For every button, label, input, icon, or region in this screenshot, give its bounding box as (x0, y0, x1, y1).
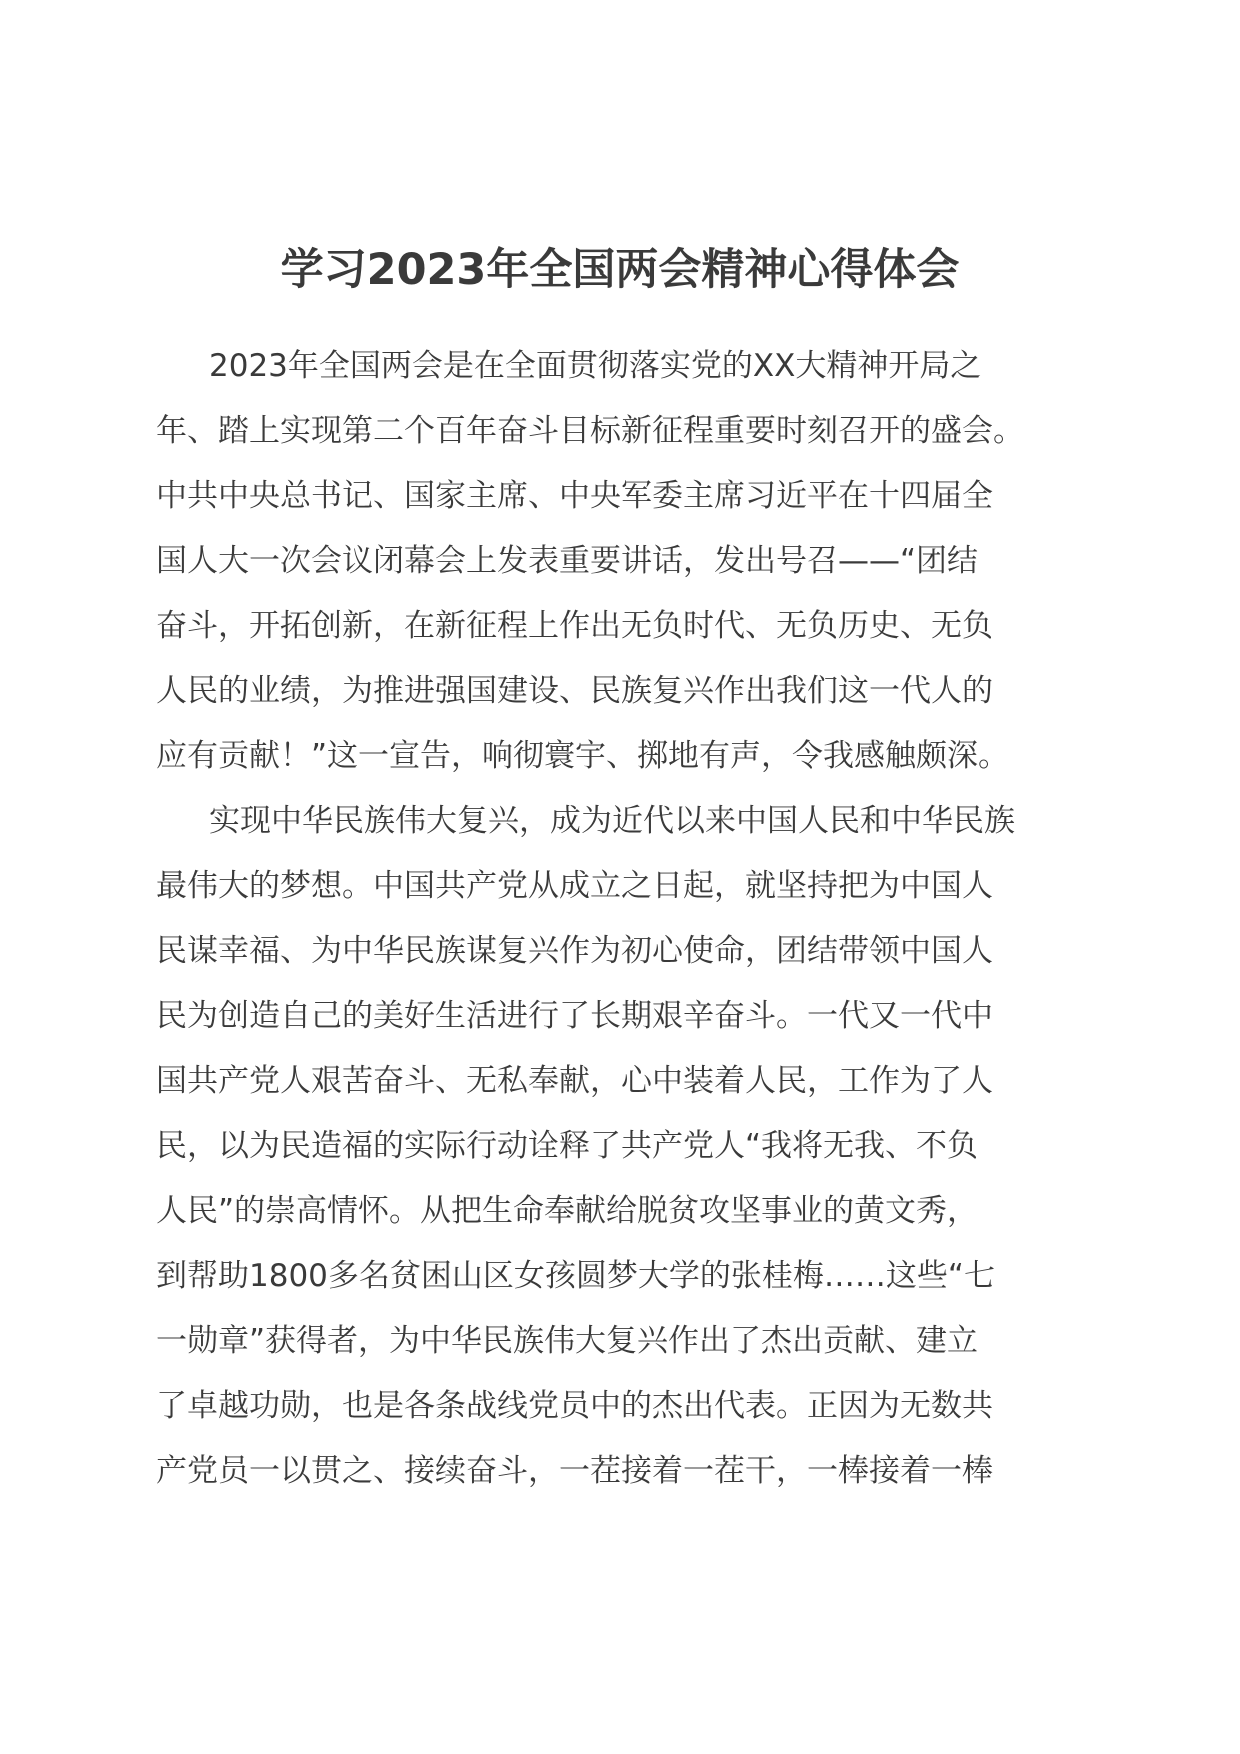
text-line: 民为创造自己的美好生活进行了长期艰辛奋斗。一代又一代中 (156, 998, 993, 1034)
text-line: 民谋幸福、为中华民族谋复兴作为初心使命，团结带领中国人 (156, 933, 993, 969)
text-line: 年、踏上实现第二个百年奋斗目标新征程重要时刻召开的盛会。 (156, 413, 1024, 449)
text-line: 一勋章”获得者，为中华民族伟大复兴作出了杰出贡献、建立 (156, 1323, 979, 1359)
text-line: 奋斗，开拓创新，在新征程上作出无负时代、无负历史、无负 (156, 608, 993, 644)
paragraph-1 (156, 334, 1086, 789)
text-line: 2023年全国两会是在全面贯彻落实党的XX大精神开局之 (209, 348, 982, 384)
document-body (156, 334, 1086, 1504)
text-line: 了卓越功勋，也是各条战线党员中的杰出代表。正因为无数共 (156, 1388, 993, 1424)
text-line: 国人大一次会议闭幕会上发表重要讲话，发出号召——“团结 (156, 543, 979, 579)
text-line: 民，以为民造福的实际行动诠释了共产党人“我将无我、不负 (156, 1128, 979, 1164)
text-line: 人民的业绩，为推进强国建设、民族复兴作出我们这一代人的 (156, 673, 993, 709)
text-line: 产党员一以贯之、接续奋斗，一茬接着一茬干，一棒接着一棒 (156, 1453, 993, 1489)
text-line: 最伟大的梦想。中国共产党从成立之日起，就坚持把为中国人 (156, 868, 993, 904)
text-line: 实现中华民族伟大复兴，成为近代以来中国人民和中华民族 (209, 803, 1015, 839)
text-line: 人民”的崇高情怀。从把生命奉献给脱贫攻坚事业的黄文秀， (156, 1193, 979, 1229)
paragraph-2 (156, 789, 1086, 1504)
document-title: 学习2023年全国两会精神心得体会 (280, 245, 960, 295)
text-line: 中共中央总书记、国家主席、中央军委主席习近平在十四届全 (156, 478, 993, 514)
text-line: 应有贡献！”这一宣告，响彻寰宇、掷地有声，令我感触颇深。 (156, 738, 1010, 774)
text-line: 国共产党人艰苦奋斗、无私奉献，心中装着人民，工作为了人 (156, 1063, 993, 1099)
text-line: 到帮助1800多名贫困山区女孩圆梦大学的张桂梅……这些“七 (156, 1258, 995, 1294)
